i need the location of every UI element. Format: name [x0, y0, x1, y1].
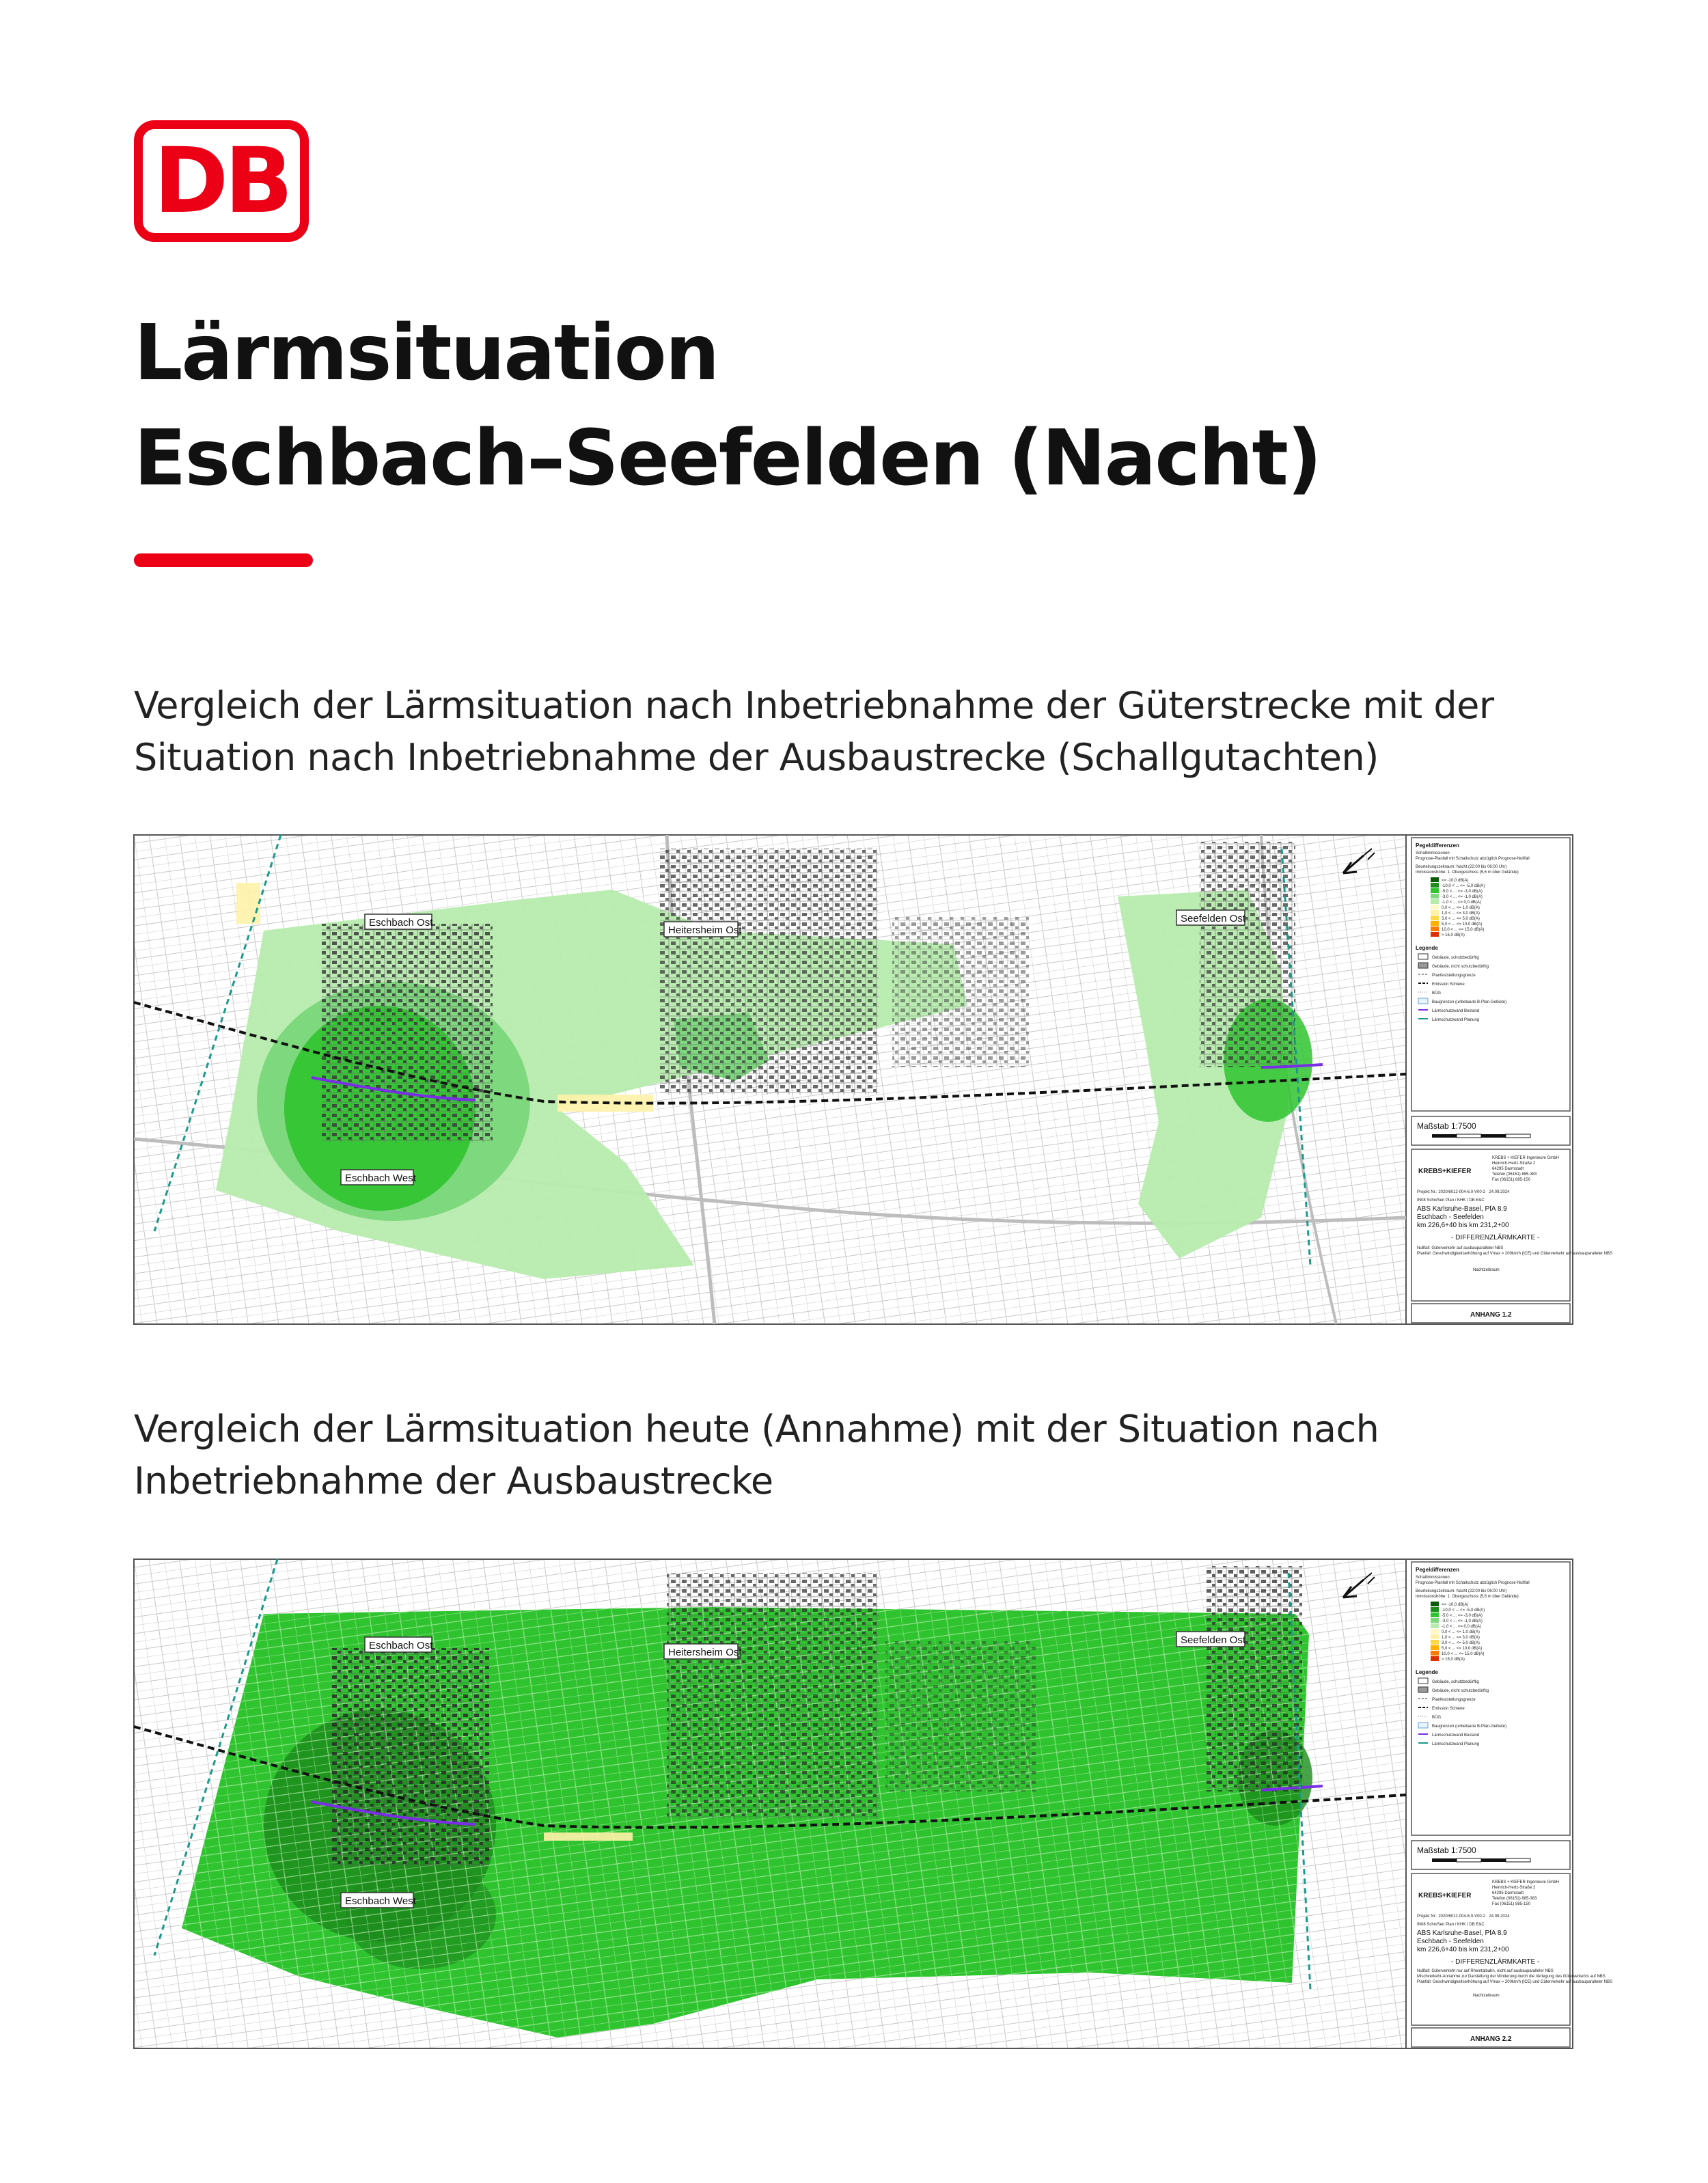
- svg-text:Gebäude, schutzbedürftig: Gebäude, schutzbedürftig: [1432, 956, 1479, 960]
- svg-text:-1,0 < ... <= 0,0 dB(A): -1,0 < ... <= 0,0 dB(A): [1442, 901, 1481, 905]
- svg-text:Fax (06151) 885-150: Fax (06151) 885-150: [1492, 1178, 1531, 1182]
- map-2-scale-box: [1411, 1841, 1570, 1869]
- svg-text:10,0 < ... <= 15,0 dB(A): 10,0 < ... <= 15,0 dB(A): [1442, 928, 1485, 932]
- svg-text:Eschbach West: Eschbach West: [345, 1172, 416, 1184]
- legend-2-class-swatches: [1431, 1602, 1485, 1662]
- svg-text:64295 Darmstadt: 64295 Darmstadt: [1492, 1167, 1524, 1171]
- db-logo: [134, 120, 309, 242]
- caption-2-line2: Inbetriebnahme der Ausbaustrecke: [134, 1459, 773, 1502]
- svg-text:Fax (06151) 885-150: Fax (06151) 885-150: [1492, 1902, 1531, 1906]
- place-label-seefelden-ost: [1176, 910, 1246, 925]
- svg-text:Nullfall: Güterverkehr auf aus: Nullfall: Güterverkehr auf ausbauparalleler NBS: [1417, 1246, 1504, 1250]
- svg-text:-5,0 < ... <= -3,0 dB(A): -5,0 < ... <= -3,0 dB(A): [1442, 890, 1483, 894]
- svg-text:1,0 < ... <= 3,0 dB(A): 1,0 < ... <= 3,0 dB(A): [1442, 1636, 1480, 1640]
- svg-text:Projekt Nr.: 2020/6012-004-6.0: Projekt Nr.: 2020/6012-004-6.0-V00-2 · 24.09.2024: [1417, 1914, 1510, 1919]
- svg-text:Mischverkehr-Annahme zur Darst: Mischverkehr-Annahme zur Darstellung der Minderung durch die Verlegung des Güterverkehrs auf NBS: [1417, 1975, 1606, 1979]
- svg-text:Schallimmissionen: Schallimmissionen: [1416, 851, 1450, 855]
- legend-2-heading: Pegeldifferenzen: [1416, 1567, 1460, 1573]
- svg-text:-3,0 < ... <= -1,0 dB(A): -3,0 < ... <= -1,0 dB(A): [1442, 895, 1483, 899]
- caption-2-line1: Vergleich der Lärmsituation heute (Annahme) mit der Situation nach: [134, 1408, 1379, 1451]
- svg-text:Beurteilungszeitraum: Nacht (2: Beurteilungszeitraum: Nacht (22:00 bis 06:00 Uhr): [1416, 865, 1507, 869]
- noise-map-1-svg: [134, 835, 1612, 1324]
- svg-text:-1,0 < ... <= 0,0 dB(A): -1,0 < ... <= 0,0 dB(A): [1442, 1625, 1481, 1629]
- svg-text:Gebäude, nicht schutzbedürftig: Gebäude, nicht schutzbedürftig: [1432, 1689, 1489, 1693]
- svg-text:BÜG: BÜG: [1432, 1716, 1442, 1720]
- svg-text:KREBS + KIEFER Ingenieure GmbH: KREBS + KIEFER Ingenieure GmbH: [1492, 1156, 1559, 1160]
- scale-1-label: Maßstab 1:7500: [1417, 1121, 1476, 1131]
- svg-text:Beurteilungszeitraum: Nacht (2: Beurteilungszeitraum: Nacht (22:00 bis 06:00 Uhr): [1416, 1589, 1507, 1593]
- svg-text:Planfeststellungsgrenze: Planfeststellungsgrenze: [1432, 974, 1476, 978]
- svg-text:Legende: Legende: [1416, 945, 1438, 951]
- svg-text:<= -10,0 dB(A): <= -10,0 dB(A): [1442, 879, 1469, 883]
- caption-1: [134, 680, 1603, 784]
- place-label-eschbach-west: [341, 1170, 417, 1185]
- svg-text:1,0 < ... <= 3,0 dB(A): 1,0 < ... <= 3,0 dB(A): [1442, 911, 1480, 916]
- svg-text:Eschbach Ost: Eschbach Ost: [369, 1640, 433, 1651]
- svg-text:Prognose-Planfall mit Schallsc: Prognose-Planfall mit Schallschutz abzüglich Prognose-Nullfall: [1416, 857, 1530, 861]
- svg-text:5,0 < ... <= 10,0 dB(A): 5,0 < ... <= 10,0 dB(A): [1442, 1647, 1483, 1651]
- svg-text:0,0 < ... <= 1,0 dB(A): 0,0 < ... <= 1,0 dB(A): [1442, 906, 1480, 910]
- svg-text:Planfall: Geschwindigkeitserhö: Planfall: Geschwindigkeitserhöhung auf Vmax = 200km/h (ICE) und Güterverkehr auf ausbauparalleler NBS: [1417, 1980, 1612, 1984]
- svg-text:Baugrenzen (unbebaute B-Plan-G: Baugrenzen (unbebaute B-Plan-Gebiete): [1432, 1000, 1507, 1004]
- svg-text:Baugrenzen (unbebaute B-Plan-G: Baugrenzen (unbebaute B-Plan-Gebiete): [1432, 1725, 1507, 1729]
- place-label-eschbach-west: [341, 1893, 417, 1908]
- noise-map-2-svg: [134, 1559, 1612, 2048]
- annex-1-label: ANHANG 1.2: [1470, 1311, 1512, 1319]
- svg-text:-10,0 < ... <= -5,0 dB(A): -10,0 < ... <= -5,0 dB(A): [1442, 1608, 1485, 1612]
- svg-text:5,0 < ... <= 10,0 dB(A): 5,0 < ... <= 10,0 dB(A): [1442, 922, 1483, 926]
- svg-text:Projekt Nr.: 2020/6012-004-6.0: Projekt Nr.: 2020/6012-004-6.0-V00-2 · 24.09.2024: [1417, 1190, 1510, 1194]
- annex-2-label: ANHANG 2.2: [1470, 2035, 1512, 2043]
- legend-1-heading: Pegeldifferenzen: [1416, 842, 1460, 849]
- noise-map-1: [134, 835, 1612, 1324]
- svg-text:Heitersheim Ost: Heitersheim Ost: [668, 1647, 742, 1658]
- caption-2: [134, 1403, 1603, 1507]
- map-1-legend-panel: [1411, 838, 1570, 1111]
- svg-text:Schallimmissionen: Schallimmissionen: [1416, 1576, 1450, 1580]
- svg-text:Eschbach Ost: Eschbach Ost: [369, 917, 433, 929]
- svg-text:Immissionshöhe: 1. Obergeschos: Immissionshöhe: 1. Obergeschoss (5,6 m über Gelände): [1416, 870, 1519, 875]
- svg-text:3,0 < ... <= 5,0 dB(A): 3,0 < ... <= 5,0 dB(A): [1442, 1641, 1480, 1645]
- svg-text:Nachtzeitraum: Nachtzeitraum: [1473, 1268, 1500, 1272]
- svg-text:Gebäude, nicht schutzbedürftig: Gebäude, nicht schutzbedürftig: [1432, 965, 1489, 969]
- caption-1-line1: Vergleich der Lärmsituation nach Inbetriebnahme der Güterstrecke mit der: [134, 684, 1494, 727]
- svg-text:BÜG: BÜG: [1432, 991, 1442, 996]
- svg-text:ABS Karlsruhe-Basel, PfA 8.9: ABS Karlsruhe-Basel, PfA 8.9: [1417, 1205, 1507, 1213]
- svg-text:Planfeststellungsgrenze: Planfeststellungsgrenze: [1432, 1698, 1476, 1702]
- svg-text:Lärmschutzwand Planung: Lärmschutzwand Planung: [1432, 1018, 1480, 1022]
- svg-text:Heinrich-Hertz-Straße 2: Heinrich-Hertz-Straße 2: [1492, 1162, 1536, 1166]
- company-logo-2: KREBS+KIEFER: [1418, 1892, 1472, 1899]
- svg-text:64295 Darmstadt: 64295 Darmstadt: [1492, 1891, 1524, 1895]
- svg-text:-5,0 < ... <= -3,0 dB(A): -5,0 < ... <= -3,0 dB(A): [1442, 1614, 1483, 1618]
- svg-text:-10,0 < ... <= -5,0 dB(A): -10,0 < ... <= -5,0 dB(A): [1442, 884, 1485, 888]
- place-label-eschbach-ost: [365, 1637, 433, 1652]
- place-label-seefelden-ost: [1176, 1632, 1246, 1647]
- card-1-title: - DIFFERENZLÄRMKARTE -: [1451, 1234, 1540, 1241]
- caption-1-line2: Situation nach Inbetriebnahme der Ausbaustrecke (Schallgutachten): [134, 736, 1379, 779]
- svg-text:Eschbach - Seefelden: Eschbach - Seefelden: [1417, 1213, 1484, 1221]
- map-2-annex-box: [1411, 2028, 1570, 2047]
- svg-text:IN08 Schn/Sen Plan / KHK / DB: IN08 Schn/Sen Plan / KHK / DB E&C: [1417, 1923, 1485, 1927]
- card-2-title: - DIFFERENZLÄRMKARTE -: [1451, 1958, 1540, 1966]
- svg-text:3,0 < ... <= 5,0 dB(A): 3,0 < ... <= 5,0 dB(A): [1442, 917, 1480, 921]
- company-logo-1: KREBS+KIEFER: [1418, 1168, 1472, 1175]
- svg-text:Lärmschutzwand Bestand: Lärmschutzwand Bestand: [1432, 1733, 1480, 1738]
- svg-text:Heinrich-Hertz-Straße 2: Heinrich-Hertz-Straße 2: [1492, 1886, 1536, 1890]
- map-1-scale-box: [1411, 1116, 1570, 1145]
- map-1-title-block: [1411, 1149, 1612, 1301]
- svg-text:Seefelden Ost: Seefelden Ost: [1181, 1634, 1246, 1646]
- svg-text:Immissionshöhe: 1. Obergeschos: Immissionshöhe: 1. Obergeschoss (5,6 m über Gelände): [1416, 1595, 1519, 1599]
- svg-text:Planfall: Geschwindigkeitserhö: Planfall: Geschwindigkeitserhöhung auf Vmax = 200km/h (ICE) und Güterverkehr auf ausbauparalleler NBS: [1417, 1252, 1612, 1256]
- svg-text:Lärmschutzwand Bestand: Lärmschutzwand Bestand: [1432, 1009, 1480, 1013]
- svg-text:ABS Karlsruhe-Basel, PfA 8.9: ABS Karlsruhe-Basel, PfA 8.9: [1417, 1930, 1507, 1937]
- svg-text:Seefelden Ost: Seefelden Ost: [1181, 913, 1246, 924]
- accent-divider: [134, 553, 313, 567]
- page-title-line1: Lärmsituation: [134, 309, 719, 398]
- svg-text:IN08 Schn/Sen Plan / KHK / DB: IN08 Schn/Sen Plan / KHK / DB E&C: [1417, 1198, 1485, 1203]
- place-label-eschbach-ost: [365, 914, 433, 929]
- svg-text:Heitersheim Ost: Heitersheim Ost: [668, 924, 742, 936]
- svg-text:> 15,0 dB(A): > 15,0 dB(A): [1442, 933, 1465, 937]
- svg-text:0,0 < ... <= 1,0 dB(A): 0,0 < ... <= 1,0 dB(A): [1442, 1630, 1480, 1634]
- map-2-title-block: [1411, 1873, 1612, 2025]
- place-label-heitersheim-ost: [664, 922, 742, 937]
- svg-text:Gebäude, schutzbedürftig: Gebäude, schutzbedürftig: [1432, 1680, 1479, 1684]
- map-2-legend-panel: [1411, 1562, 1570, 1835]
- svg-text:Eschbach West: Eschbach West: [345, 1895, 416, 1907]
- svg-text:Prognose-Planfall mit Schallsc: Prognose-Planfall mit Schallschutz abzüglich Prognose-Nullfall: [1416, 1581, 1530, 1585]
- svg-text:Lärmschutzwand Planung: Lärmschutzwand Planung: [1432, 1742, 1480, 1746]
- page-title: [134, 301, 1637, 511]
- svg-text:KREBS + KIEFER Ingenieure GmbH: KREBS + KIEFER Ingenieure GmbH: [1492, 1880, 1559, 1884]
- noise-map-2: [134, 1559, 1612, 2048]
- svg-text:Nachtzeitraum: Nachtzeitraum: [1473, 1994, 1500, 1998]
- svg-text:Telefon (06151) 885-383: Telefon (06151) 885-383: [1492, 1172, 1537, 1177]
- svg-text:> 15,0 dB(A): > 15,0 dB(A): [1442, 1658, 1465, 1662]
- svg-text:Emission Schiene: Emission Schiene: [1432, 983, 1465, 987]
- place-label-heitersheim-ost: [664, 1644, 742, 1659]
- svg-text:-3,0 < ... <= -1,0 dB(A): -3,0 < ... <= -1,0 dB(A): [1442, 1619, 1483, 1623]
- map-1-annex-box: [1411, 1304, 1570, 1323]
- svg-text:km 226,6+40 bis km 231,2+00: km 226,6+40 bis km 231,2+00: [1417, 1946, 1509, 1953]
- svg-text:Nullfall: Güterverkehr nur auf: Nullfall: Güterverkehr nur auf Rheintalbahn, nicht auf ausbauparalleler NBS: [1417, 1969, 1554, 1973]
- scale-2-label: Maßstab 1:7500: [1417, 1845, 1476, 1855]
- svg-text:<= -10,0 dB(A): <= -10,0 dB(A): [1442, 1603, 1469, 1607]
- svg-text:Legende: Legende: [1416, 1669, 1438, 1675]
- svg-text:km 226,6+40 bis km 231,2+00: km 226,6+40 bis km 231,2+00: [1417, 1222, 1509, 1229]
- svg-text:10,0 < ... <= 15,0 dB(A): 10,0 < ... <= 15,0 dB(A): [1442, 1652, 1485, 1656]
- svg-text:Telefon (06151) 885-383: Telefon (06151) 885-383: [1492, 1897, 1537, 1901]
- db-logo-text: DB: [153, 128, 290, 234]
- page-title-line2: Eschbach–Seefelden (Nacht): [134, 414, 1321, 503]
- legend-1-class-swatches: [1431, 877, 1485, 937]
- svg-text:Emission Schiene: Emission Schiene: [1432, 1707, 1465, 1711]
- svg-text:Eschbach - Seefelden: Eschbach - Seefelden: [1417, 1938, 1484, 1945]
